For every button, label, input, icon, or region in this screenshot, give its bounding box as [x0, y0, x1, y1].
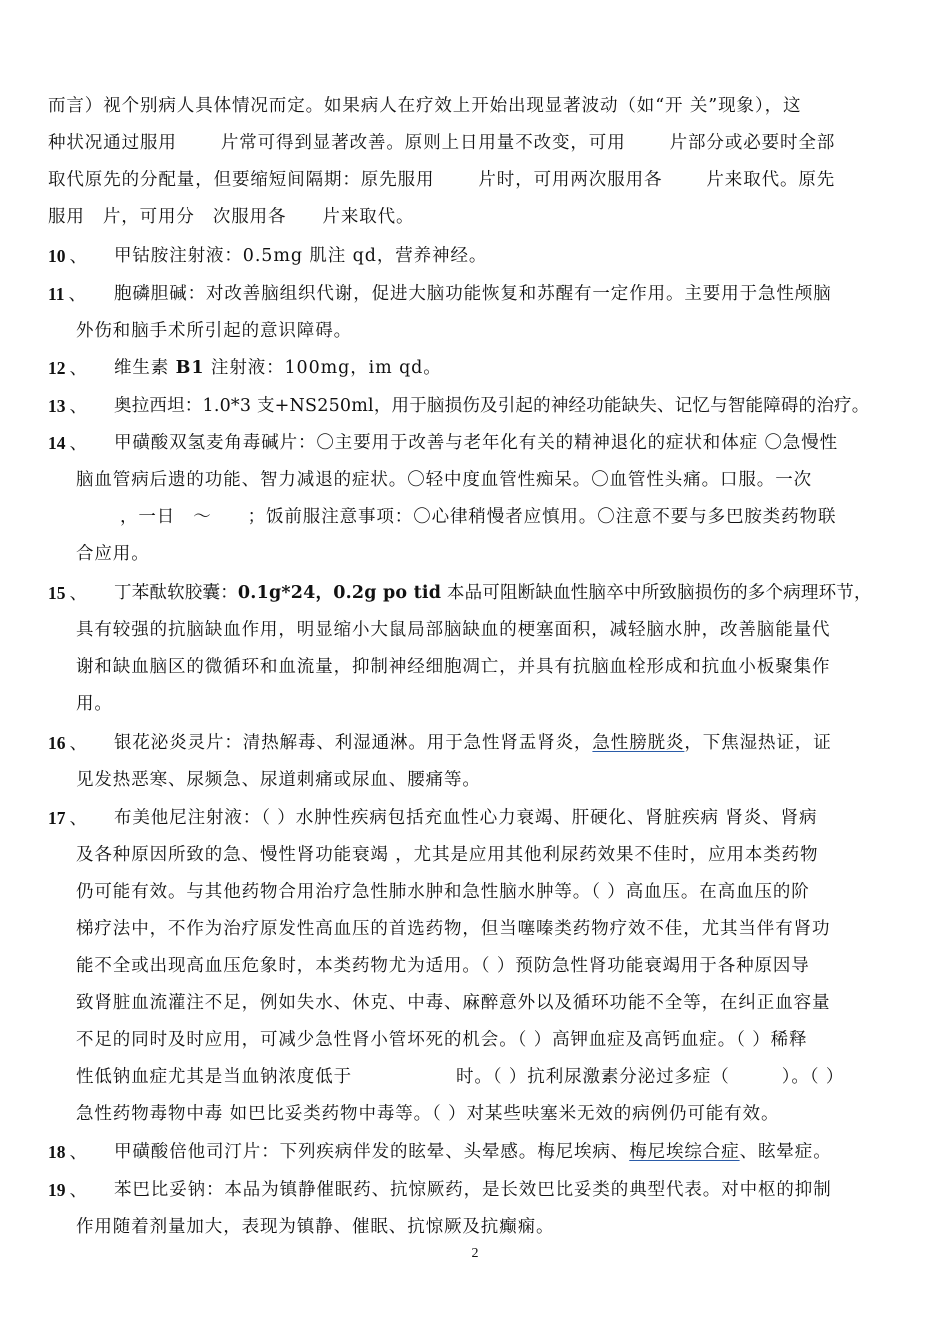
item-14-text-cont: 合应用。 [76, 544, 150, 564]
item-number: 15 、 [48, 583, 87, 604]
item-12-text: 维生素 B1 注射液：100mg，im qd。 [114, 358, 442, 378]
item-17-text-cont: 仍可能有效。与其他药物合用治疗急性肺水肿和急性脑水肿等。（ ）高血压。在高血压的阶 [76, 882, 810, 902]
item-number: 11 、 [48, 284, 87, 305]
item-16-text: 银花泌炎灵片：清热解毒、利湿通淋。用于急性肾盂肾炎，急性膀胱炎，下焦湿热证，证 [114, 733, 832, 753]
item-14-text-cont: ，一日 ～ ；饭前服注意事项：〇心律稍慢者应慎用。〇注意不要与多巴胺类药物联 [120, 507, 837, 527]
item-number: 16 、 [48, 733, 87, 754]
item-17-text-cont: 不足的同时及时应用，可减少急性肾小管坏死的机会。（ ）高钾血症及高钙血症。（ ）稀释 [76, 1030, 808, 1050]
item-14-text: 甲磺酸双氢麦角毒碱片：〇主要用于改善与老年化有关的精神退化的症状和体症 〇急慢性 [114, 433, 839, 453]
item-17-text-cont: 急性药物毒物中毒 如巴比妥类药物中毒等。（ ）对某些呋塞米无效的病例仍可能有效。 [76, 1104, 780, 1124]
item-16-text-cont: 见发热恶寒、尿频急、尿道刺痛或尿血、腰痛等。 [76, 770, 481, 790]
item-15-text-cont: 用。 [76, 694, 113, 714]
item-17-text: 布美他尼注射液：（ ）水肿性疾病包括充血性心力衰竭、肝硬化、肾脏疾病 肾炎、肾病 [114, 808, 818, 828]
text: 片来取代。原先 [706, 170, 836, 190]
text: 片常可得到显著改善。原则上日用量不改变，可用 [220, 133, 626, 153]
item-number: 12 、 [48, 358, 87, 379]
item-10-text: 甲钴胺注射液：0.5mg 肌注 qd，营养神经。 [114, 246, 488, 266]
item-number: 18 、 [48, 1142, 87, 1163]
item-19-text-cont: 作用随着剂量加大，表现为镇静、催眠、抗惊厥及抗癫痫。 [76, 1217, 555, 1237]
item-15-text-cont: 谢和缺血脑区的微循环和血流量，抑制神经细胞凋亡，并具有抗脑血栓形成和抗血小板聚集作 [76, 657, 831, 677]
item-17-text-cont: 致肾脏血流灌注不足，例如失水、休克、中毒、麻醉意外以及循环功能不全等，在纠正血容量 [76, 993, 831, 1013]
item-number: 17 、 [48, 808, 87, 829]
text: 取代原先的分配量，但要缩短间隔期：原先服用 [48, 170, 435, 190]
hyperlink[interactable]: 梅尼埃综合症 [629, 1142, 740, 1162]
item-11-text-cont: 外伤和脑手术所引起的意识障碍。 [76, 321, 352, 341]
item-number: 14 、 [48, 433, 87, 454]
item-15-text: 丁苯酞软胶囊：0.1g*24，0.2g po tid 本品可阻断缺血性脑卒中所致脑损伤的多个病理环节， [114, 583, 872, 603]
item-number: 19 、 [48, 1180, 87, 1201]
hyperlink[interactable]: 急性膀胱炎 [592, 733, 685, 753]
text: 而言）视个别病人具体情况而定。如果病人在疗效上开始出现显著波动（如“开 关”现象），这 [48, 96, 802, 116]
paragraph-line [48, 162, 908, 199]
text: 片部分或必要时全部 [669, 133, 836, 153]
text: 种状况通过服用 [48, 133, 177, 153]
text: 次服用各 [212, 207, 287, 227]
item-17-text-cont: 性低钠血症尤其是当血钠浓度低于 时。（ ）抗利尿激素分泌过多症（ ）。（ ） [76, 1067, 845, 1087]
text: 片来取代。 [322, 207, 415, 227]
item-number: 13 、 [48, 396, 87, 417]
item-number: 10 、 [48, 246, 87, 267]
paragraph-line [48, 88, 908, 125]
text: 片时，可用两次服用各 [478, 170, 663, 190]
item-18-text: 甲磺酸倍他司汀片：下列疾病伴发的眩晕、头晕感。梅尼埃病、梅尼埃综合症、眩晕症。 [114, 1142, 832, 1162]
item-17-text-cont: 能不全或出现高血压危象时，本类药物尤为适用。（ ）预防急性肾功能衰竭用于各种原因导 [76, 956, 810, 976]
item-15-text-cont: 具有较强的抗脑缺血作用，明显缩小大鼠局部脑缺血的梗塞面积，减轻脑水肿，改善脑能量代 [76, 620, 831, 640]
item-17-text-cont: 及各种原因所致的急、慢性肾功能衰竭 ，尤其是应用其他利尿药效果不佳时，应用本类药物 [76, 845, 819, 865]
item-19-text: 苯巴比妥钠：本品为镇静催眠药、抗惊厥药，是长效巴比妥类的典型代表。对中枢的抑制 [114, 1180, 832, 1200]
page-number: 2 [471, 1246, 479, 1261]
item-14-text-cont: 脑血管病后遗的功能、智力减退的症状。〇轻中度血管性痴呆。〇血管性头痛。口服。一次 [76, 470, 812, 490]
paragraph-line [48, 125, 908, 162]
item-11-text: 胞磷胆碱：对改善脑组织代谢，促进大脑功能恢复和苏醒有一定作用。主要用于急性颅脑 [114, 284, 832, 304]
paragraph-line [48, 199, 908, 236]
item-13-text: 奥拉西坦：1.0*3 支+NS250ml，用于脑损伤及引起的神经功能缺失、记忆与智能障碍的治疗。 [114, 396, 870, 416]
text: 片，可用分 [102, 207, 195, 227]
item-17-text-cont: 梯疗法中，不作为治疗原发性高血压的首选药物，但当噻嗪类药物疗效不佳，尤其当伴有肾功 [76, 919, 831, 939]
text: 服用 [48, 207, 85, 227]
